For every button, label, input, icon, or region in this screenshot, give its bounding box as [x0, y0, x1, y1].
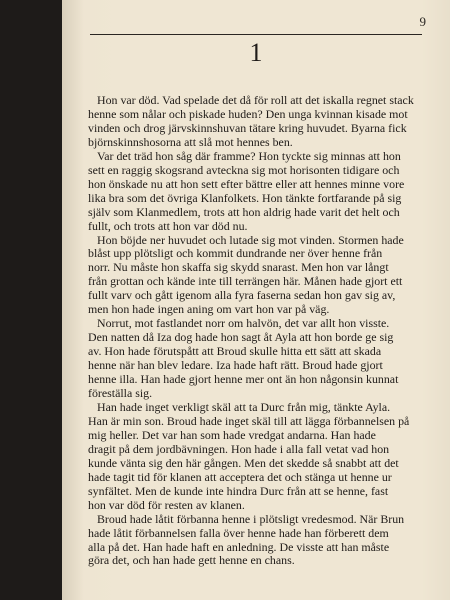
text-line: hade låtit förbannelsen falla över henne hade han förberett dem [88, 525, 389, 540]
text-line: alla på det. Han hade haft en anledning. De visste att han måste [88, 539, 390, 554]
paragraph [88, 234, 422, 318]
text-line: föreställa sig. [88, 386, 153, 401]
text-line: kunde vänta sig den här gången. Men det skedde så snabbt att det [88, 455, 399, 470]
text-line: Han hade inget verkligt skäl att ta Durc från mig, tänkte Ayla. [97, 399, 391, 414]
text-line: Var det träd hon såg där framme? Hon tyckte sig minnas att hon [97, 148, 401, 163]
text-line: av. Hon hade förutspått att Broud skulle hitta ett sätt att skada [88, 344, 382, 359]
text-line: själv som Klanmedlem, trots att hon aldrig hade varit det helt och [88, 204, 400, 219]
paragraph [88, 401, 422, 513]
text-line: Hon böjde ner huvudet och lutade sig mot vinden. Stormen hade [97, 232, 404, 247]
text-line: hade tagit tid för klanen att acceptera det och stänga ut henne ur [88, 469, 392, 484]
body-text [88, 94, 422, 568]
text-line: göra det, och han hade gett henne en chans. [88, 553, 295, 568]
text-line: vinden och drog järvskinnshuvan tätare kring huvudet. Byarna fick [88, 120, 407, 135]
text-line: hon önskade nu att hon sett efter bättre eller att hennes minne vore [88, 176, 405, 191]
text-line: Den natten då Iza dog hade hon sagt åt Ayla att hon borde ge sig [88, 330, 394, 345]
text-line: men hon hade ingen aning om vart hon var på väg. [88, 302, 330, 317]
text-line: henne som nålar och piskade huden? Den unga kvinnan kisade mot [88, 106, 408, 121]
paragraph [88, 513, 422, 569]
text-line: synfältet. Men de kunde inte hindra Durc från att se henne, fast [88, 483, 389, 498]
text-line: blåst upp plötsligt och kommit dundrande ner över henne från [88, 246, 383, 261]
text-line: fullt varv och gått igenom alla fyra faserna sedan hon gav sig av, [88, 288, 396, 303]
text-line: från grottan och kände inte till terrängen här. Månen hade gjort ett [88, 274, 403, 289]
paragraph [88, 317, 422, 401]
text-line: björnskinnshosorna att slå mot hennes ben. [88, 134, 293, 149]
book-page [62, 0, 450, 600]
text-line: dragit på dem jordbävningen. Hon hade i alla fall vetat vad hon [88, 441, 390, 456]
text-line: fullt, och trots att hon var död nu. [88, 218, 248, 233]
text-line: Norrut, mot fastlandet norr om halvön, det var allt hon visste. [97, 316, 390, 331]
text-line: norr. Nu måste hon skaffa sig skydd snarast. Men hon var långt [88, 260, 389, 275]
paragraph [88, 150, 422, 234]
text-line: lika bra som det övriga Klanfolkets. Hon tänkte fortfarande på sig [88, 190, 402, 205]
page-number: 9 [419, 14, 426, 29]
text-line: Hon var död. Vad spelade det då för roll att det iskalla regnet stack [97, 93, 414, 107]
header-rule [90, 34, 422, 35]
paragraph [88, 94, 422, 150]
text-line: henne när han blev ledare. Iza hade haft rätt. Broud hade gjort [88, 358, 383, 373]
text-line: mig heller. Det var han som hade vredgat andarna. Han hade [88, 427, 376, 442]
text-line: hon var död för resten av klanen. [88, 497, 245, 512]
chapter-number: 1 [249, 38, 263, 67]
text-line: Broud hade låtit förbanna henne i plötsligt vredesmod. När Brun [97, 511, 405, 526]
text-line: henne illa. Han hade gjort henne mer ont än hon någonsin kunnat [88, 372, 399, 387]
text-line: Han är min son. Broud hade inget skäl till att lägga förbannelsen på [88, 413, 410, 428]
text-line: sett en raggig skogsrand avteckna sig mot horisonten tidigare och [88, 162, 400, 177]
